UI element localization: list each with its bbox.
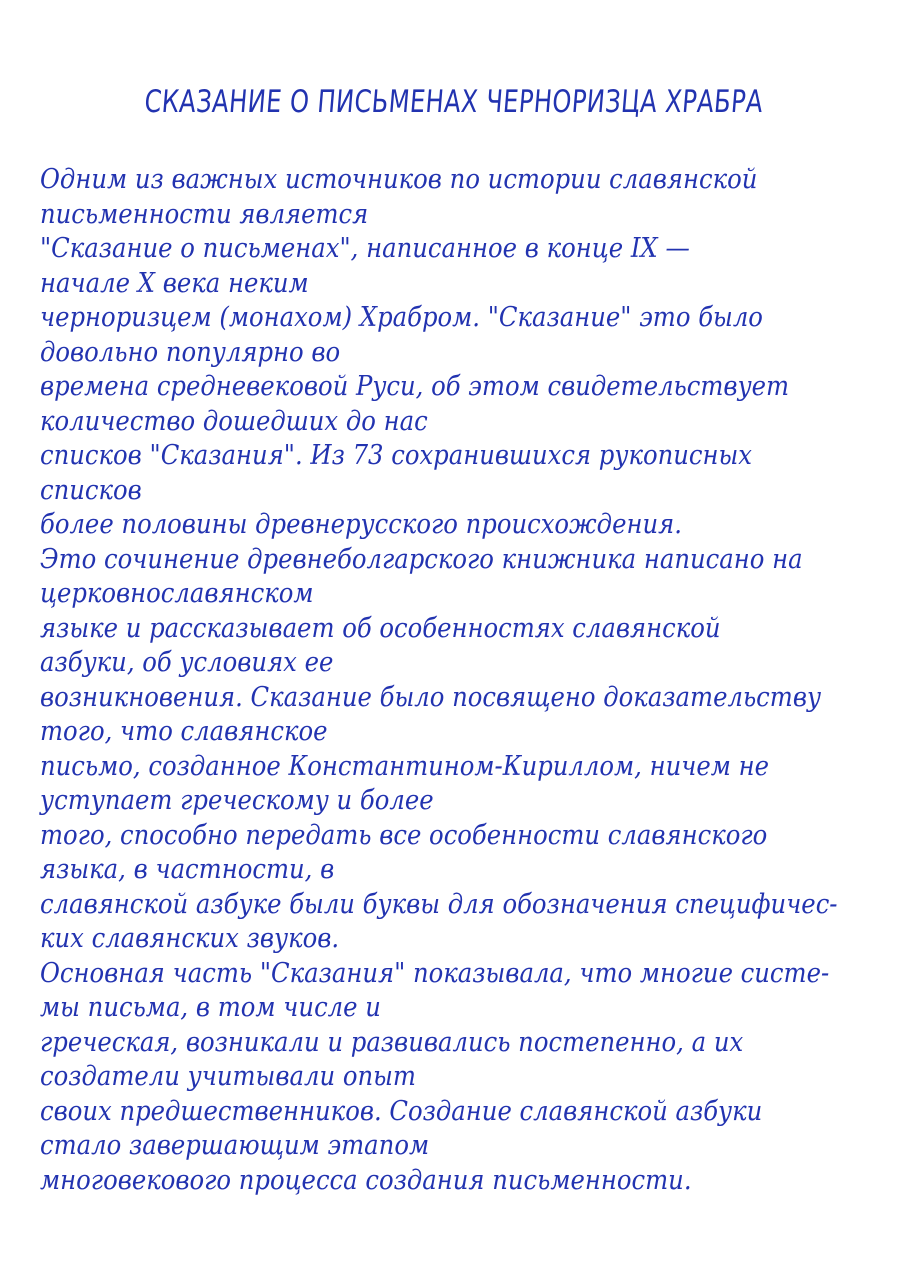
text-line: ких славянских звуков. — [40, 923, 340, 954]
text-line: своих предшественников. Создание славянской азбуки — [40, 1095, 763, 1127]
text-line: времена средневековой Руси, об этом свидетельствует — [40, 371, 790, 402]
text-line: создатели учитывали опыт — [40, 1061, 416, 1092]
text-line: того, способно передать все особенности славянского — [40, 819, 768, 851]
text-line: языка, в частности, в — [40, 854, 335, 885]
text-line: списков — [40, 474, 142, 506]
text-line: того, что славянское — [40, 716, 328, 747]
text-line: славянской азбуке были буквы для обозначения специфичес- — [40, 888, 838, 920]
text-line: довольно популярно во — [40, 336, 341, 368]
text-line: Это сочинение древнеболгарского книжника написано на — [40, 543, 803, 575]
text-line: уступает греческому и более — [40, 785, 434, 816]
text-line: многовекового процесса создания письменности. — [40, 1164, 692, 1196]
text-line: письмо, созданное Константином-Кириллом, ничем не — [40, 750, 770, 782]
text-line: письменности является — [40, 198, 369, 230]
text-line: азбуки, об условиях ее — [40, 647, 334, 678]
text-line: Основная часть "Сказания" показывала, что многие систе- — [40, 957, 830, 989]
text-line: списков "Сказания". Из 73 сохранившихся рукописных — [40, 440, 753, 471]
text-line: церковнославянском — [40, 578, 314, 609]
text-line: возникновения. Сказание было посвящено доказательству — [40, 681, 822, 713]
text-line: черноризцем (монахом) Храбром. "Сказание" это было — [40, 302, 763, 333]
text-line: "Сказание о письменах", написанное в конце IX — — [40, 233, 690, 264]
page-title: СКАЗАНИЕ О ПИСЬМЕНАХ ЧЕРНОРИЗЦА ХРАБРА — [143, 84, 765, 120]
text-line: начале X века неким — [40, 267, 309, 299]
handwritten-body — [40, 163, 890, 1198]
text-line: количество дошедших до нас — [40, 405, 428, 437]
text-line: языке и рассказывает об особенностях славянской — [40, 612, 721, 644]
text-line: мы письма, в том числе и — [40, 992, 381, 1023]
text-line: Одним из важных источников по истории славянской — [40, 164, 758, 195]
text-line: более половины древнерусского происхождения. — [40, 509, 682, 540]
text-line: греческая, возникали и развивались постепенно, а их — [40, 1026, 744, 1058]
text-line: стало завершающим этапом — [40, 1130, 430, 1161]
